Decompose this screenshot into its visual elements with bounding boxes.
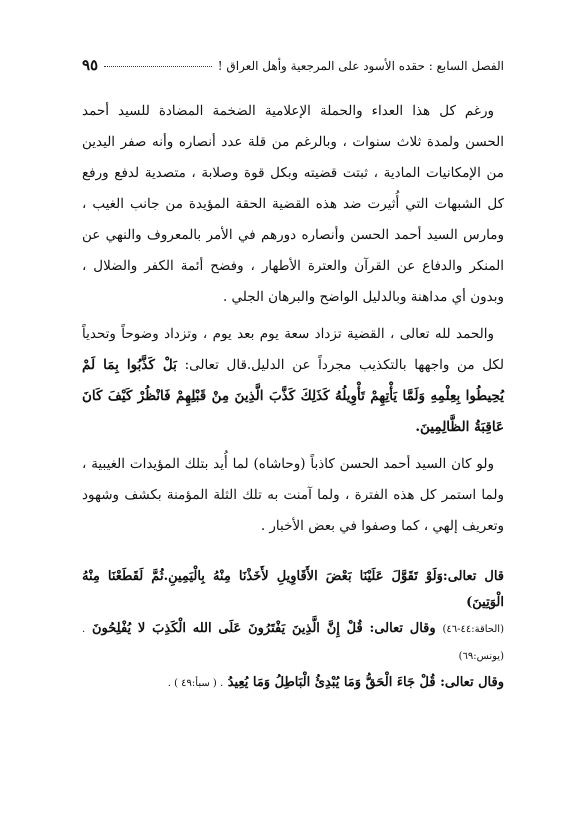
paragraph-2 <box>82 319 504 443</box>
verse-references <box>82 564 504 697</box>
reference-line-2 <box>82 616 504 670</box>
reference-line-3 <box>82 670 504 697</box>
reference-2-verse: قُلْ إِنَّ الَّذِينَ يَفْتَرُونَ عَلَى الله الْكَذِبَ لا يُفْلِحُونَ <box>91 621 363 636</box>
paragraph-1: ورغم كل هذا العداء والحملة الإعلامية الضخمة المضادة للسيد أحمد الحسن ولمدة ثلاث سنوات ، وبالرغم من قلة عدد أنصاره وأنه صفر اليدين من الإمكانيات المادية ، ثبتت قضيته وبكل قوة وصلابة ، متصدية لدفع ورفع كل الشبهات التي أُثيرت ضد هذه القضية الحقة المؤيدة من جانب الغيب ، ومارس السيد أحمد الحسن وأنصاره دورهم في الأمر بالمعروف والنهي عن المنكر والدفاع عن القرآن والعترة الأطهار ، وفضح أئمة الكفر والضلال ، وبدون أي مداهنة وبالدليل الواضح والبرهان الجلي . <box>82 103 504 305</box>
reference-line-1 <box>82 564 504 616</box>
citation-haqqa: (الحاقة:٤٤-٤٦) <box>442 624 504 635</box>
citation-saba: . ( سبأ:٤٩ ) . <box>167 678 224 689</box>
reference-3-lead: وقال تعالى: <box>440 675 504 690</box>
reference-3-verse: قُلْ جَاءَ الْحَقُّ وَمَا يُبْدِئُ الْبَاطِلُ وَمَا يُعِيدُ <box>227 675 436 690</box>
page-body <box>82 96 504 697</box>
paragraph-2-text: والحمد لله تعالى ، القضية تزداد سعة يوم بعد يوم ، وتزداد وضوحاً وتحدياً لكل من واجهها بالتكذيب مجرداً عن الدليل.قال تعالى: <box>82 326 504 373</box>
chapter-title: الفصل السابع : حقده الأسود على المرجعية وأهل العراق ! <box>217 59 504 73</box>
reference-2-lead: وقال تعالى: <box>369 621 436 636</box>
page-number: ٩٥ <box>82 56 99 74</box>
running-header <box>82 56 504 80</box>
paragraph-3: ولو كان السيد أحمد الحسن كاذباً (وحاشاه) لما أُيد بتلك المؤيدات الغيبية ، ولما استمر كل هذه الفترة ، ولما آمنت به تلك الثلة المؤمنة بكشف وشهود وتعريف إلهي ، كما وصفوا في بعض الأخبار . <box>82 456 504 534</box>
reference-1-lead: قال تعالى: <box>442 569 505 584</box>
citation-yunus: .(يونس:٦٩) <box>82 624 504 662</box>
reference-1-verse: وَلَوْ تَقَوَّلَ عَلَيْنَا بَعْضَ الأَقَاوِيلِ لأَخَذْنَا مِنْهُ بِالْيَمِينِ.ثُمَّ لَقَطَعْنَا مِنْهُ الْوَتِينَ) <box>82 569 504 610</box>
quran-verse-yunus-39: بَلْ كَذَّبُوا بِمَا لَمْ يُحِيطُوا بِعِلْمِهِ وَلَمَّا يَأْتِهِمْ تَأْوِيلُهُ كَذَلِكَ كَذَّبَ الَّذِينَ مِنْ قَبْلِهِمْ فَانْظُرْ كَيْفَ كَانَ عَاقِبَةُ الظَّالِمِينَ. <box>82 357 504 435</box>
header-leader-dots <box>104 66 212 67</box>
